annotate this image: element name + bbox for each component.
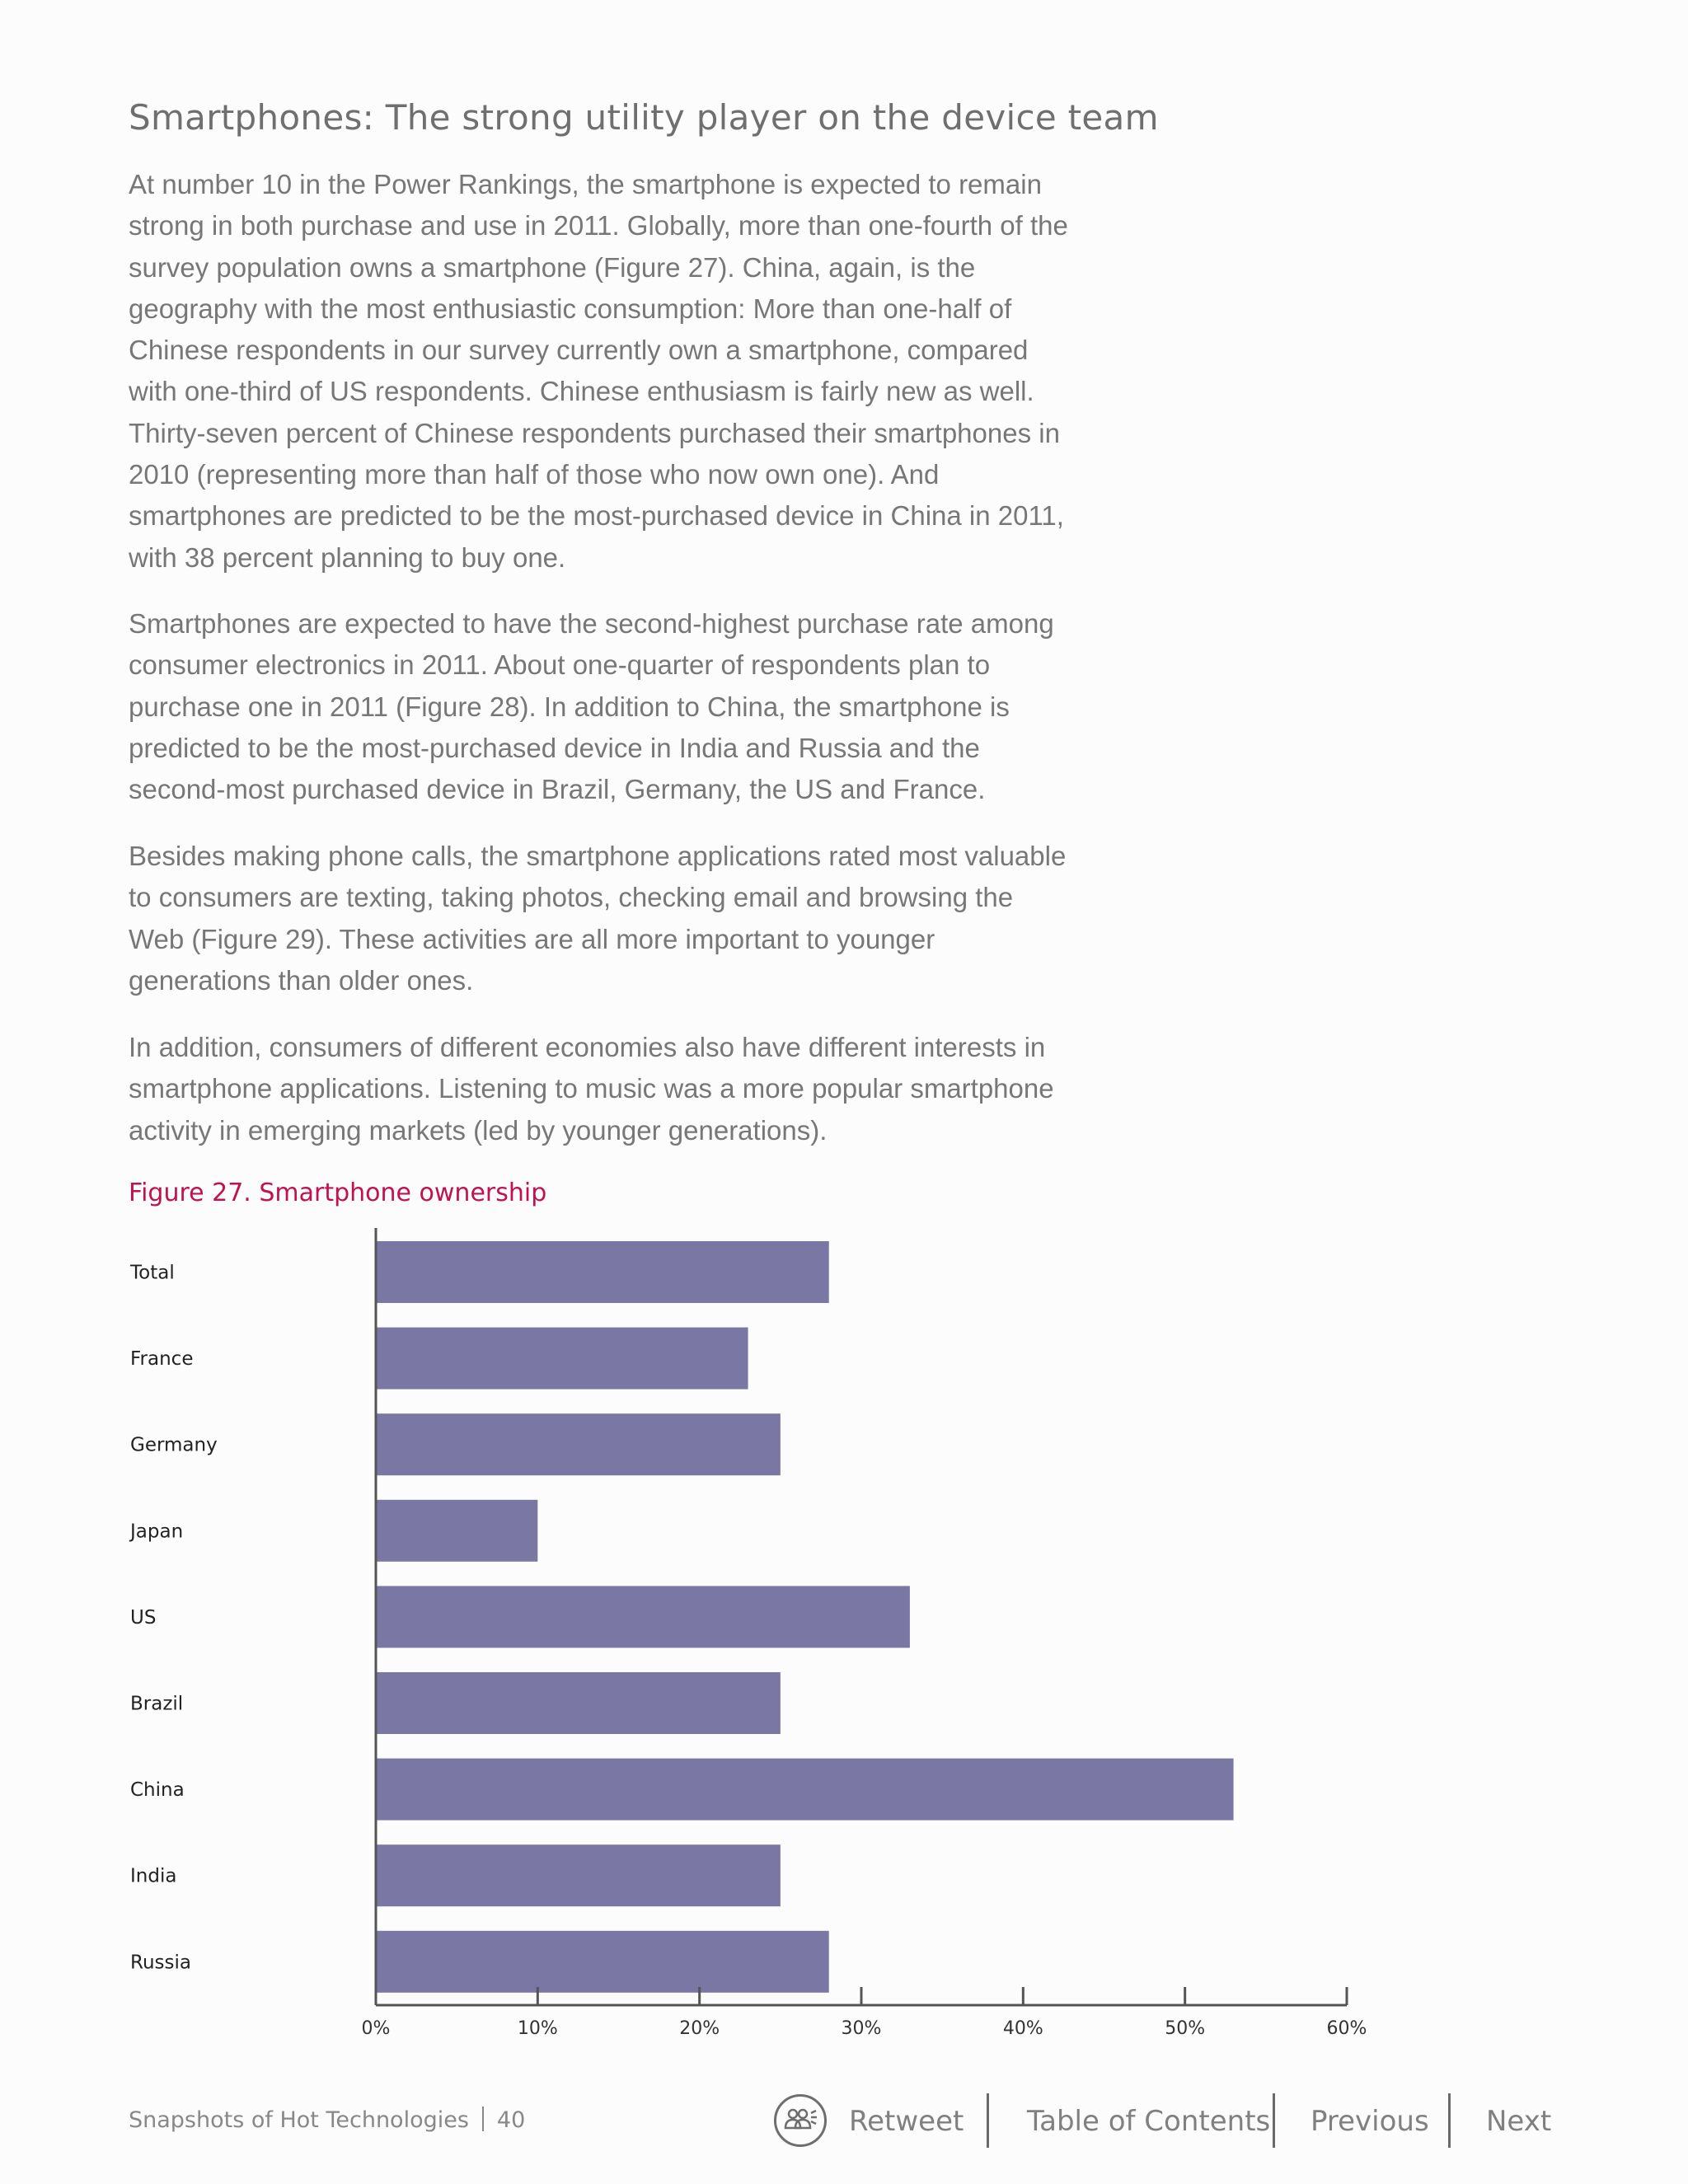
category-label: India: [130, 1865, 177, 1887]
category-label: US: [130, 1606, 157, 1629]
category-label: Brazil: [130, 1693, 184, 1715]
footer-publication: [129, 2107, 525, 2133]
body-paragraph: In addition, consumers of different economies also have different interests in smartphone applications. Listening to music was a more popular smartphone activity in emerging markets (led by younger generations).: [129, 1032, 1054, 1146]
category-label: Germany: [130, 1434, 218, 1456]
figure-title: Figure 27. Smartphone ownership: [129, 1179, 547, 1207]
x-tick-label: 10%: [517, 2018, 558, 2039]
next-link[interactable]: Next: [1486, 2105, 1552, 2138]
footer-separator: [482, 2107, 484, 2131]
people-group-icon[interactable]: [774, 2094, 827, 2147]
category-label: France: [130, 1348, 194, 1371]
x-tick-label: 40%: [1002, 2018, 1043, 2039]
bar: [376, 1328, 748, 1390]
table-of-contents-link[interactable]: Table of Contents: [1027, 2105, 1271, 2138]
bar: [376, 1413, 781, 1475]
x-tick-label: 50%: [1165, 2018, 1206, 2039]
nav-divider: [1273, 2093, 1275, 2148]
x-tick-label: 60%: [1326, 2018, 1367, 2039]
bar: [376, 1500, 537, 1562]
nav-divider: [987, 2093, 989, 2148]
nav-divider: [1448, 2093, 1451, 2148]
body-paragraph: At number 10 in the Power Rankings, the smartphone is expected to remain strong in both purchase and use in 2011. Globally, more than one-fourth of the survey population owns a smartphone (Figure 27). China, again, is the geography with the most enthusiastic consumption: More than one-half of Chinese respondents in our survey currently own a smartphone, compared with one-third of US respondents. Chinese enthusiasm is fairly new as well. Thirty-seven percent of Chinese respondents purchased their smartphones in 2010 (representing more than half of those who now own one). And smartphones are predicted to be the most-purchased device in China in 2011, with 38 percent planning to buy one.: [129, 169, 1068, 573]
retweet-link[interactable]: Retweet: [849, 2105, 964, 2138]
page-heading: Smartphones: The strong utility player on the device team: [129, 97, 1159, 138]
bar: [376, 1759, 1234, 1821]
bar: [376, 1844, 781, 1906]
bar: [376, 1586, 910, 1647]
body-paragraph: Smartphones are expected to have the second-highest purchase rate among consumer electronics in 2011. About one-quarter of respondents plan to purchase one in 2011 (Figure 28). In addition to China, the smartphone is predicted to be the most-purchased device in India and Russia and the second-most purchased device in Brazil, Germany, the US and France.: [129, 608, 1054, 805]
x-tick-label: 20%: [679, 2018, 720, 2039]
page-number: 40: [496, 2107, 526, 2133]
previous-link[interactable]: Previous: [1311, 2105, 1429, 2138]
bar: [376, 1931, 829, 1993]
footer-title: Snapshots of Hot Technologies: [129, 2107, 469, 2133]
body-paragraph: Besides making phone calls, the smartphone applications rated most valuable to consumers are texting, taking photos, checking email and browsing the Web (Figure 29). These activities are all more important to younger generations than older ones.: [129, 841, 1067, 996]
x-tick-label: 0%: [361, 2018, 391, 2039]
people-group-icon-glyph: [776, 2097, 824, 2144]
category-label: China: [130, 1779, 185, 1802]
category-label: Total: [130, 1262, 175, 1284]
category-label: Japan: [130, 1521, 184, 1543]
x-tick-label: 30%: [841, 2018, 882, 2039]
bar: [376, 1241, 829, 1303]
bar: [376, 1672, 781, 1734]
category-label: Russia: [130, 1952, 191, 1974]
bar-chart: [0, 1228, 1688, 2060]
